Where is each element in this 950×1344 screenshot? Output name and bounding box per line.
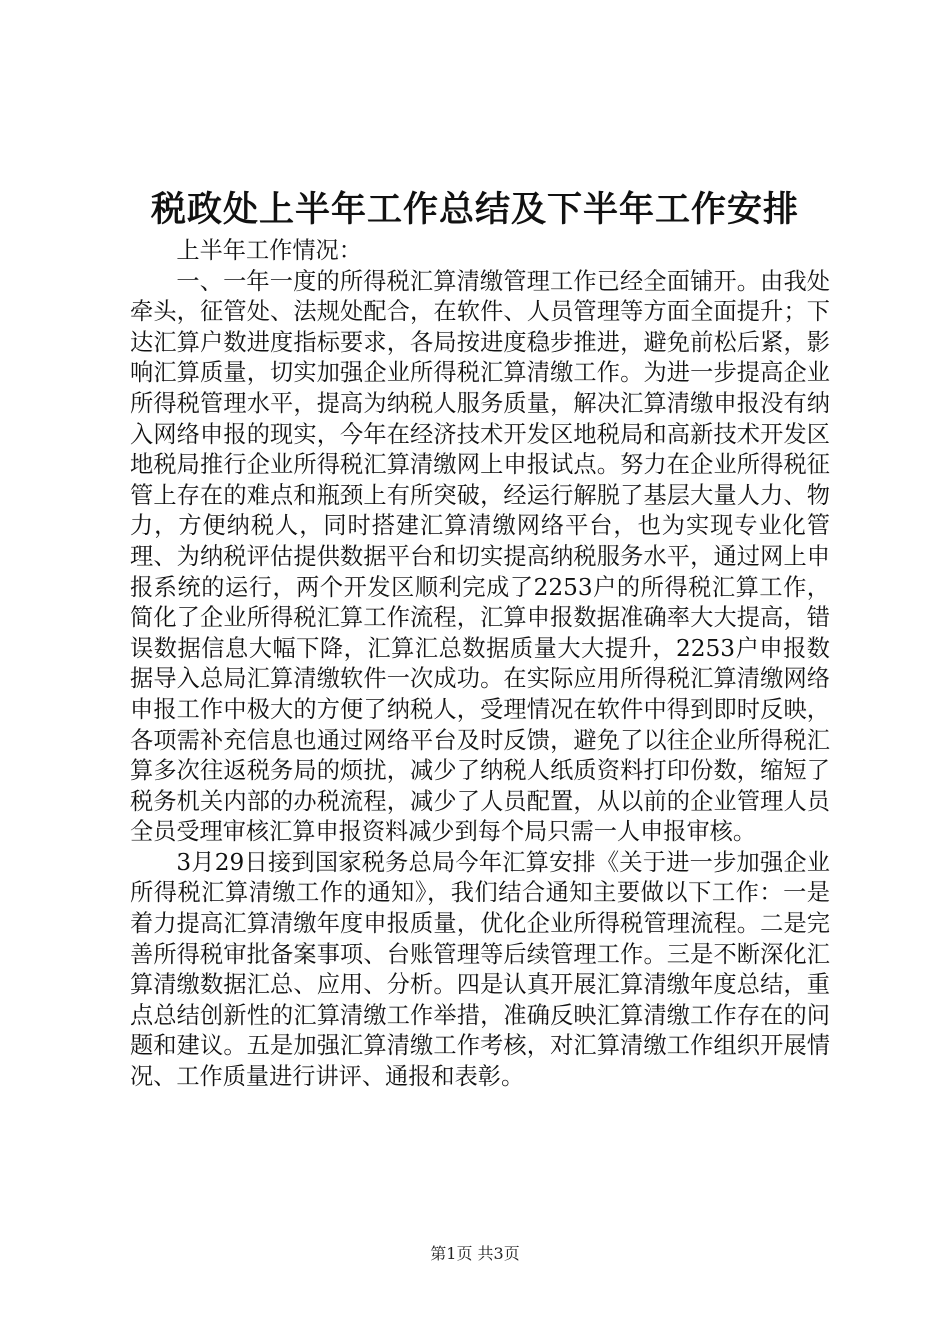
- section-heading: 上半年工作情况：: [176, 237, 362, 264]
- paragraph: 一、一年一度的所得税汇算清缴管理工作已经全面铺开。由我处牵头，征管处、法规处配合，在软件、人员管理等方面全面提升；下达汇算户数进度指标要求，各局按进度稳步推进，避免前松后紧，影响汇算质量，切实加强企业所得税汇算清缴工作。为进一步提高企业所得税管理水平，提高为纳税人服务质量，解决汇算清缴申报没有纳入网络申报的现实，今年在经济技术开发区地税局和高新技术开发区地税局推行企业所得税汇算清缴网上申报试点。努力在企业所得税征管上存在的难点和瓶颈上有所突破，经运行解脱了基层大量人力、物力，方便纳税人，同时搭建汇算清缴网络平台，也为实现专业化管理、为纳税评估提供数据平台和切实提高纳税服务水平，通过网上申报系统的运行，两个开发区顺利完成了2253户的所得税汇算工作，简化了企业所得税汇算工作流程，汇算申报数据准确率大大提高，错误数据信息大幅下降，汇算汇总数据质量大大提升，2253户申报数据导入总局汇算清缴软件一次成功。在实际应用所得税汇算清缴网络申报工作中极大的方便了纳税人，受理情况在软件中得到即时反映，各项需补充信息也通过网络平台及时反馈，避免了以往企业所得税汇算多次往返税务局的烦扰，减少了纳税人纸质资料打印份数，缩短了税务机关内部的办税流程，减少了人员配置，从以前的企业管理人员全员受理审核汇算申报资料减少到每个局只需一人申报审核。: [130, 267, 830, 846]
- document-title: 税政处上半年工作总结及下半年工作安排: [150, 189, 799, 230]
- document-body: [130, 236, 830, 1093]
- page-number-footer: 第1页 共3页: [430, 1244, 520, 1263]
- paragraph: 3月29日接到国家税务总局今年汇算安排《关于进一步加强企业所得税汇算清缴工作的通知》，我们结合通知主要做以下工作：一是着力提高汇算清缴年度申报质量，优化企业所得税管理流程。二是完善所得税审批备案事项、台账管理等后续管理工作。三是不断深化汇算清缴数据汇总、应用、分析。四是认真开展汇算清缴年度总结，重点总结创新性的汇算清缴工作举措，准确反映汇算清缴工作存在的问题和建议。五是加强汇算清缴工作考核，对汇算清缴工作组织开展情况、工作质量进行讲评、通报和表彰。: [130, 848, 830, 1091]
